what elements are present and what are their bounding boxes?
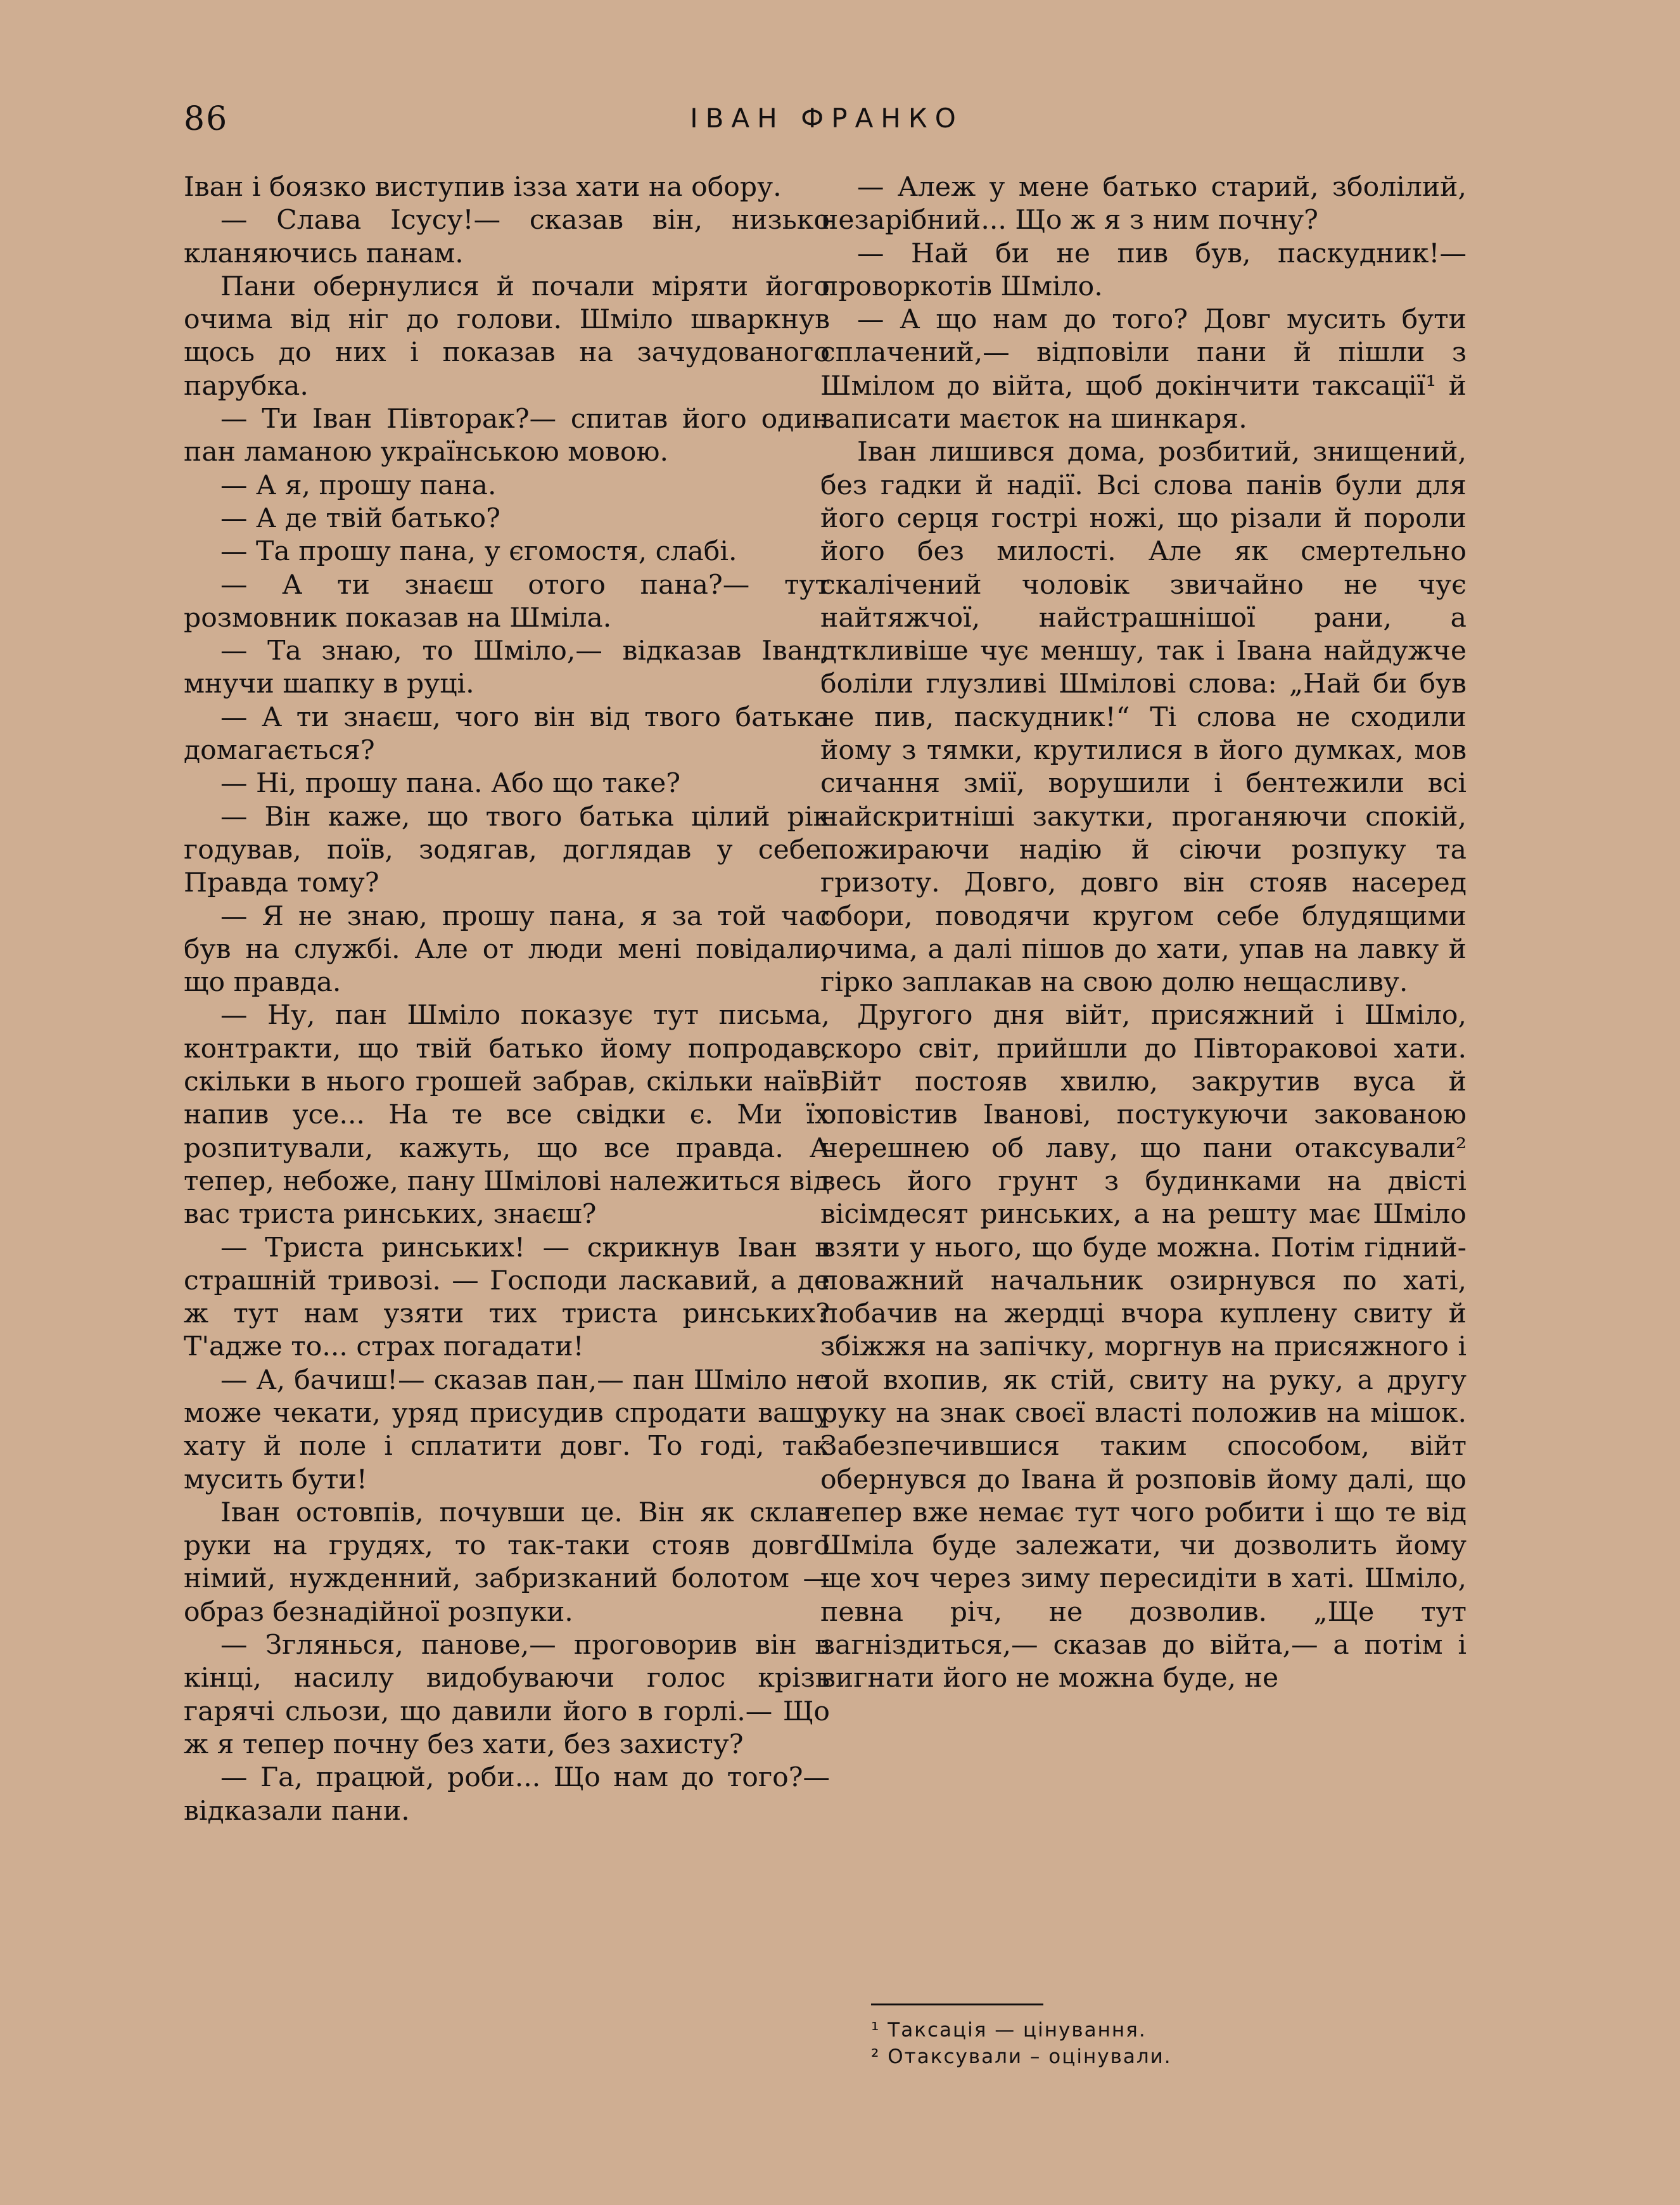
paragraph: Іван остовпів, почувши це. Він як склав руки на грудях, то так-таки стояв довго німий, нужденний, забризканий болотом — образ безнадійної розпуки.: [184, 1497, 830, 1628]
paragraph: — А я, прошу пана.: [220, 470, 497, 501]
paragraph: Іван і боязко виступив ізза хати на обору.: [184, 172, 782, 203]
paragraph: — Та прошу пана, у єгомостя, слабі.: [220, 536, 737, 568]
left-column: [184, 171, 830, 1828]
paragraph: — А ти знаєш, чого він від твого батька домагається?: [184, 701, 830, 767]
paragraph: — А що нам до того? Довг мусить бути сплачений,— відповіли пани й пішли з Шмілом до війта, щоб докінчити таксації¹ й записати маєток на шинкаря.: [820, 304, 1467, 435]
paragraph: — Я не знаю, прошу пана, я за той час був на службі. Але от люди мені повідали, що правда.: [184, 900, 830, 999]
page-number: 86: [184, 100, 229, 138]
paragraph: Другого дня війт, присяжний і Шміло, скоро світ, прийшли до Півтораковоі хати. Війт постояв хвилю, закрутив вуса й оповістив Іванові, постукуючи закованою черешнею об лаву, що пани отаксували² весь його грунт з будинками на двісті вісімдесят ринських, а на решту має Шміло взяти у нього, що буде можна. Потім гідний-поважний начальник озирнувся по хаті, побачив на жердці вчора куплену свиту й збіжжя на запічку, моргнув на присяжного і той вхопив, як стій, свиту на руку, а другу руку на знак своєї власті положив на мішок. Забезпечившися таким способом, війт обернувся до Івана й розповів йому далі, що тепер вже немає тут чого робити і що те від Шміла буде залежати, чи дозволить йому ще хоч через зиму пересидіти в хаті. Шміло, певна річ, не дозволив. „Ще тут загніздиться,— сказав до війта,— а потім і вигнати його не можна буде, не: [820, 1000, 1467, 1694]
paragraph: — А де твій батько?: [220, 502, 500, 534]
footnote-rule: [871, 2004, 1043, 2005]
paragraph: — Він каже, що твого батька цілий рік годував, поїв, зодягав, доглядав у себе. Правда тому?: [184, 801, 830, 899]
paragraph: — Слава Ісусу!— сказав він, низько кланяючись панам.: [184, 205, 830, 269]
right-column: [820, 171, 1467, 1696]
footnote: ¹ Таксація — цінування.: [871, 2019, 1147, 2042]
footnote: ² Отаксували – оцінували.: [871, 2045, 1172, 2068]
paragraph: — Зглянься, панове,— проговорив він в кінці, насилу видобуваючи голос крізь гарячі сльози, що давили його в горлі.— Що ж я тепер почну без хати, без захисту?: [184, 1630, 830, 1760]
page-header: [184, 100, 1470, 144]
paragraph: — Алеж у мене батько старий, зболілий, незарібний... Що ж я з ним почну?: [820, 172, 1467, 236]
paragraph: — А, бачиш!— сказав пан,— пан Шміло не може чекати, уряд присудив спродати вашу хату й поле і сплатити довг. То годі, так мусить бути!: [184, 1364, 830, 1495]
paragraph: Пани обернулися й почали міряти його очима від ніг до голови. Шміло шваркнув щось до них і показав на зачудованого парубка.: [184, 271, 830, 402]
paragraph: — А ти знаєш отого пана?— тут розмовник показав на Шміла.: [184, 569, 830, 634]
paragraph: — Ти Іван Півторак?— спитав його один пан ламаною українською мовою.: [184, 404, 830, 468]
paragraph: — Га, працюй, роби... Що нам до того?— відказали пани.: [184, 1762, 830, 1827]
paragraph: — Ну, пан Шміло показує тут письма, контракти, що твій батько йому попродав, скільки в нього грошей забрав, скільки наїв, напив усе... На те все свідки є. Ми їх розпитували, кажуть, що все правда. А тепер, небоже, пану Шмілові належиться від вас триста ринських, знаєш?: [184, 1000, 830, 1230]
paragraph: — Та знаю, то Шміло,— відказав Іван, мнучи шапку в руці.: [184, 636, 830, 700]
paragraph: — Най би не пив був, паскудник!— проворкотів Шміло.: [820, 238, 1467, 302]
paragraph: — Ні, прошу пана. Або що таке?: [220, 768, 681, 800]
paragraph: Іван лишився дома, розбитий, знищений, без гадки й надії. Всі слова панів були для його серця гострі ножі, що різали й пороли його без милості. Але як смертельно скалічений чоловік звичайно не чує найтяжчої, найстрашнішої рани, а дткливіше чує меншу, так і Івана найдужче боліли глузливі Шмілові слова: „Най би був не пив, паскудник!“ Ті слова не сходили йому з тямки, крутилися в його думках, мов сичання змії, ворушили і бентежили всі найскритніші закутки, проганяючи спокій, пожираючи надію й сіючи розпуку та гризоту. Довго, довго він стояв насеред обори, поводячи кругом себе блудящими очима, а далі пішов до хати, упав на лавку й гірко заплакав на свою долю нещасливу.: [820, 437, 1467, 999]
footnotes: [871, 2017, 1441, 2070]
running-head: ІВАН ФРАНКО: [690, 103, 964, 134]
paragraph: — Триста ринських! — скрикнув Іван в страшній тривозі. — Господи ласкавий, а де ж тут нам узяти тих триста ринських? Т'адже то... страх погадати!: [184, 1232, 830, 1363]
